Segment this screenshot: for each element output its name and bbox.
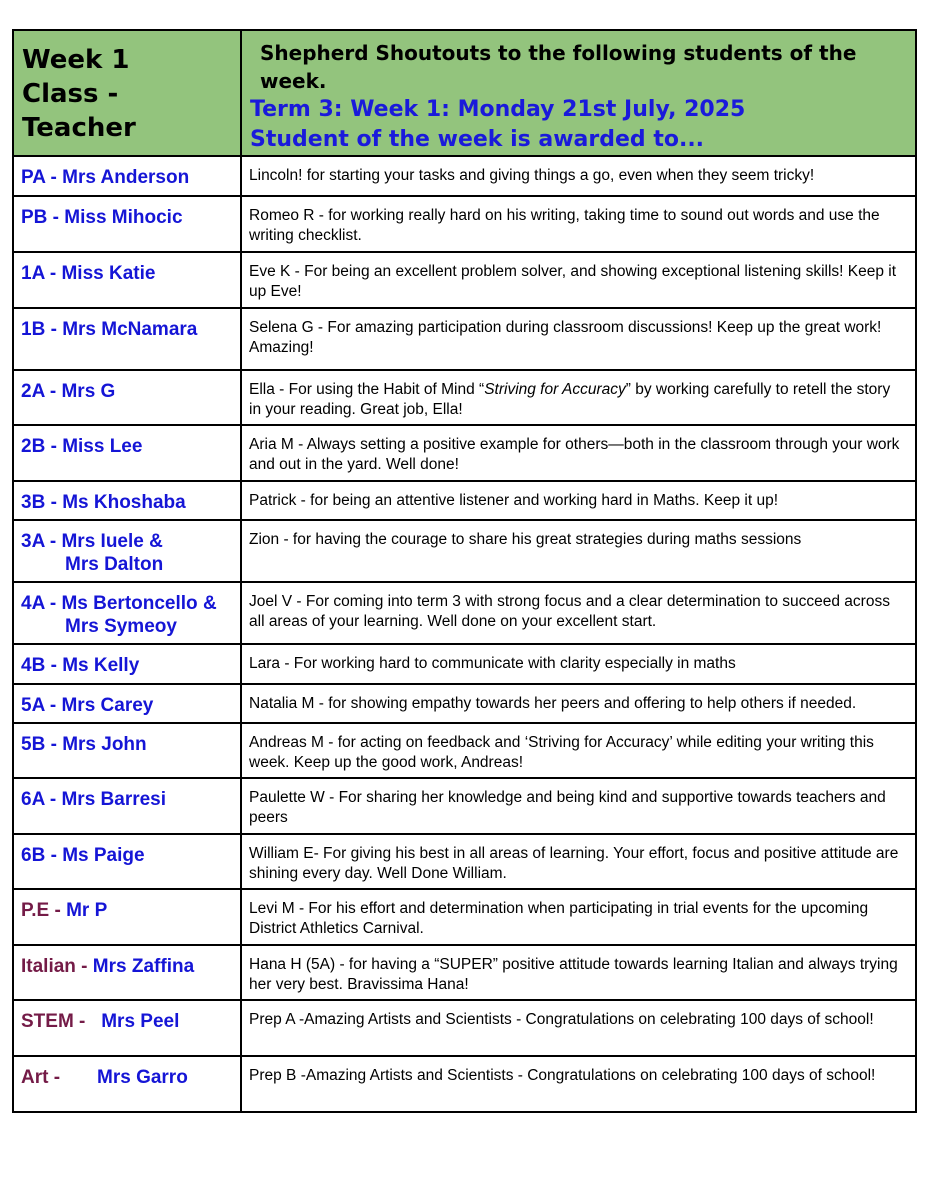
- teacher-name: Mrs Anderson: [62, 167, 190, 188]
- award-message: Prep B -Amazing Artists and Scientists - Congratulations on celebrating 100 days of school!: [241, 1056, 916, 1112]
- table-row: [13, 156, 916, 196]
- class-teacher-label: Class - Teacher: [22, 79, 136, 143]
- shoutouts-header: [241, 30, 916, 156]
- teacher-name: Ms Bertoncello &: [61, 593, 217, 614]
- class-teacher-cell: 1B - Mrs McNamara: [13, 308, 241, 370]
- award-message: Prep A -Amazing Artists and Scientists - Congratulations on celebrating 100 days of school!: [241, 1000, 916, 1056]
- teacher-name: Mr P: [66, 900, 108, 921]
- award-message: Patrick - for being an attentive listener and working hard in Maths. Keep it up!: [241, 481, 916, 520]
- award-message: Selena G - For amazing participation during classroom discussions! Keep up the great work! Amazing!: [241, 308, 916, 370]
- teacher-name: Ms Khoshaba: [62, 492, 186, 513]
- award-message: Joel V - For coming into term 3 with strong focus and a clear determination to succeed across all areas of your learning. Well done on your excellent start.: [241, 582, 916, 644]
- shoutouts-title: Shepherd Shoutouts to the following students of the week.: [260, 41, 857, 93]
- class-teacher-cell: 3B - Ms Khoshaba: [13, 481, 241, 520]
- award-caption: Student of the week is awarded to...: [250, 127, 705, 152]
- teacher-name: Mrs Carey: [61, 695, 154, 716]
- table-row: [13, 370, 916, 425]
- teacher-name: Miss Katie: [61, 263, 156, 284]
- class-teacher-cell: 6A - Mrs Barresi: [13, 778, 241, 834]
- table-row: [13, 520, 916, 582]
- habit-of-mind: Striving for Accuracy: [484, 381, 626, 398]
- table-row: [13, 425, 916, 481]
- class-teacher-cell: PB - Miss Mihocic: [13, 196, 241, 252]
- table-row: [13, 644, 916, 684]
- class-teacher-cell: 2A - Mrs G: [13, 370, 241, 425]
- header-row: [13, 30, 916, 156]
- class-teacher-cell: 4B - Ms Kelly: [13, 644, 241, 684]
- table-row: [13, 308, 916, 370]
- teacher-name-2: Mrs Symeoy: [65, 616, 177, 637]
- shoutouts-table: [12, 29, 917, 1113]
- award-message: Lincoln! for starting your tasks and giving things a go, even when they seem tricky!: [241, 156, 916, 196]
- teacher-name: Mrs Iuele &: [61, 531, 163, 552]
- table-row: [13, 252, 916, 308]
- teacher-name: Mrs Peel: [101, 1011, 180, 1032]
- table-row: [13, 889, 916, 945]
- class-teacher-cell: STEM - Mrs Peel: [13, 1000, 241, 1056]
- teacher-name: Miss Mihocic: [64, 207, 183, 228]
- term-date: Term 3: Week 1: Monday 21st July, 2025: [250, 97, 746, 122]
- table-row: [13, 834, 916, 889]
- class-teacher-cell: 4A - Ms Bertoncello & Mrs Symeoy: [13, 582, 241, 644]
- class-teacher-cell: 5A - Mrs Carey: [13, 684, 241, 723]
- teacher-name: Mrs Zaffina: [92, 956, 195, 977]
- teacher-name: Ms Kelly: [62, 655, 140, 676]
- award-message: Paulette W - For sharing her knowledge and being kind and supportive towards teachers and peers: [241, 778, 916, 834]
- teacher-name: Mrs Barresi: [61, 789, 167, 810]
- class-teacher-cell: 2B - Miss Lee: [13, 425, 241, 481]
- award-message: Zion - for having the courage to share his great strategies during maths sessions: [241, 520, 916, 582]
- class-teacher-cell: 1A - Miss Katie: [13, 252, 241, 308]
- class-teacher-cell: Art - Mrs Garro: [13, 1056, 241, 1112]
- award-message: Andreas M - for acting on feedback and ‘Striving for Accuracy’ while editing your writing this week. Keep up the good work, Andreas!: [241, 723, 916, 778]
- award-message: Hana H (5A) - for having a “SUPER” positive attitude towards learning Italian and always trying her very best. Bravissima Hana!: [241, 945, 916, 1000]
- table-row: [13, 196, 916, 252]
- award-message: William E- For giving his best in all areas of learning. Your effort, focus and positive attitude are shining every day. Well Done William.: [241, 834, 916, 889]
- award-message: Eve K - For being an excellent problem solver, and showing exceptional listening skills! Keep it up Eve!: [241, 252, 916, 308]
- award-message: Ella - For using the Habit of Mind “Striving for Accuracy” by working carefully to retell the story in your reading. Great job, Ella!: [241, 370, 916, 425]
- table-row: [13, 1000, 916, 1056]
- table-row: [13, 723, 916, 778]
- class-teacher-cell: 6B - Ms Paige: [13, 834, 241, 889]
- table-row: [13, 481, 916, 520]
- table-row: [13, 582, 916, 644]
- teacher-name: Mrs McNamara: [62, 319, 198, 340]
- class-teacher-cell: 5B - Mrs John: [13, 723, 241, 778]
- class-teacher-cell: PA - Mrs Anderson: [13, 156, 241, 196]
- teacher-name: Mrs John: [62, 734, 147, 755]
- class-teacher-cell: 3A - Mrs Iuele & Mrs Dalton: [13, 520, 241, 582]
- week-label: Week 1: [22, 45, 130, 75]
- table-row: [13, 684, 916, 723]
- award-message: Lara - For working hard to communicate with clarity especially in maths: [241, 644, 916, 684]
- teacher-name: Miss Lee: [62, 436, 143, 457]
- teacher-name-2: Mrs Dalton: [65, 554, 164, 575]
- award-message: Romeo R - for working really hard on his writing, taking time to sound out words and use the writing checklist.: [241, 196, 916, 252]
- class-teacher-cell: P.E - Mr P: [13, 889, 241, 945]
- award-message: Natalia M - for showing empathy towards her peers and offering to help others if needed.: [241, 684, 916, 723]
- table-row: [13, 1056, 916, 1112]
- teacher-name: Ms Paige: [62, 845, 145, 866]
- class-teacher-header: [13, 30, 241, 156]
- class-teacher-cell: Italian - Mrs Zaffina: [13, 945, 241, 1000]
- teacher-name: Mrs G: [61, 381, 116, 402]
- teacher-name: Mrs Garro: [97, 1067, 188, 1088]
- award-message: Aria M - Always setting a positive example for others—both in the classroom through your work and out in the yard. Well done!: [241, 425, 916, 481]
- table-row: [13, 778, 916, 834]
- award-message: Levi M - For his effort and determination when participating in trial events for the upcoming District Athletics Carnival.: [241, 889, 916, 945]
- table-row: [13, 945, 916, 1000]
